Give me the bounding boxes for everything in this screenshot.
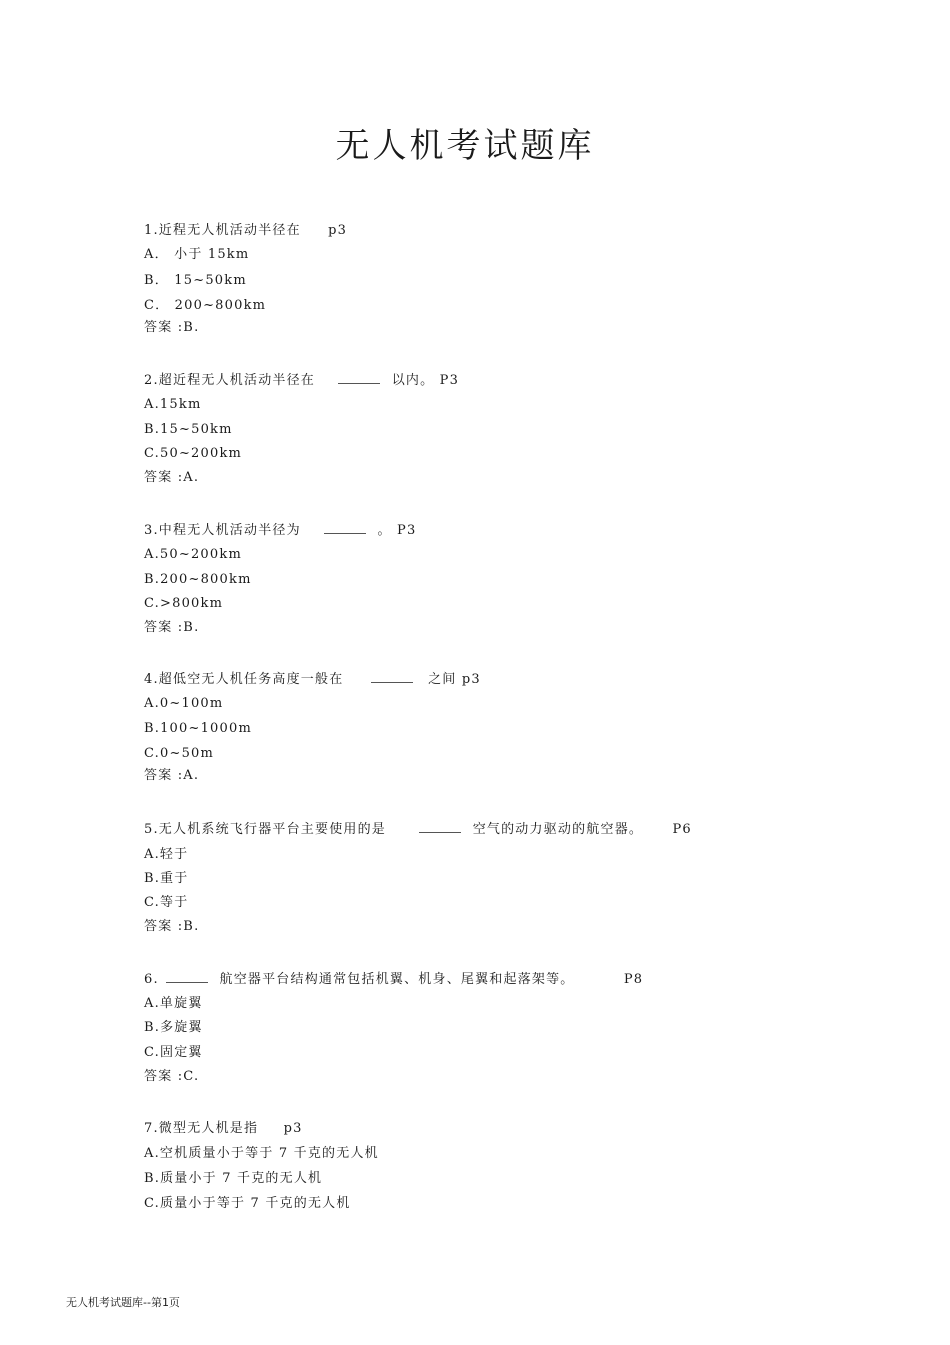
option-a: A.轻于 [144,847,189,862]
option-b: B.多旋翼 [144,1020,203,1035]
answer: 答案 :B. [144,919,200,934]
option-a: A.15km [144,397,202,412]
stem-after-blank: 以内。 P3 [391,373,460,388]
stem-text: 1.近程无人机活动半径在 [144,223,301,238]
option-a: A.空机质量小于等于 7 千克的无人机 [144,1146,379,1161]
page-ref: p3 [283,1121,303,1136]
stem-text: 4.超低空无人机任务高度一般在 [144,672,344,687]
stem-text: 6. [144,972,159,987]
question-stem [144,223,347,239]
stem-after-blank: 之间 p3 [428,672,481,687]
fill-blank [419,821,461,833]
option-c: C.50~200km [144,446,243,461]
answer: 答案 :B. [144,320,200,335]
stem-text: 3.中程无人机活动半径为 [144,523,301,538]
option-c: C.0~50m [144,746,215,761]
option-a: A.0~100m [144,696,224,711]
option-b: B.15~50km [144,422,233,437]
option-a: A.单旋翼 [144,996,203,1011]
fill-blank [371,671,413,683]
fill-blank [338,372,380,384]
stem-text: 5.无人机系统飞行器平台主要使用的是 [144,822,387,837]
option-c: C.>800km [144,596,224,611]
stem-after-blank: 。 P3 [377,523,417,538]
option-b: B.100~1000m [144,721,253,736]
question-stem [144,671,481,688]
stem-text: 2.超近程无人机活动半径在 [144,373,316,388]
option-a: A． 小于 15km [144,247,250,262]
page-ref: p3 [328,223,348,238]
fill-blank [166,971,208,983]
answer: 答案 :A. [144,470,200,485]
option-c: C.等于 [144,895,189,910]
question-stem [144,372,459,389]
question-stem [144,971,643,988]
option-b: B.重于 [144,871,189,886]
document-title: 无人机考试题库 [335,126,595,166]
question-stem [144,1121,303,1137]
option-c: C． 200~800km [144,298,267,313]
option-b: B． 15~50km [144,273,247,288]
answer: 答案 :A. [144,768,200,783]
answer: 答案 :B. [144,620,200,635]
option-a: A.50~200km [144,547,242,562]
fill-blank [324,522,366,534]
question-stem [144,821,692,838]
question-stem [144,522,416,539]
stem-after-blank: 空气的动力驱动的航空器。 [472,822,644,837]
option-b: B.200~800km [144,572,252,587]
option-c: C.质量小于等于 7 千克的无人机 [144,1196,351,1211]
stem-text: 7.微型无人机是指 [144,1121,259,1136]
stem-after-blank: 航空器平台结构通常包括机翼、机身、尾翼和起落架等。 [219,972,575,987]
page-ref: P6 [672,822,692,837]
option-b: B.质量小于 7 千克的无人机 [144,1171,323,1186]
answer: 答案 :C. [144,1069,200,1084]
option-c: C.固定翼 [144,1045,203,1060]
page-ref: P8 [623,972,644,987]
page-footer: 无人机考试题库--第1页 [66,1296,180,1309]
